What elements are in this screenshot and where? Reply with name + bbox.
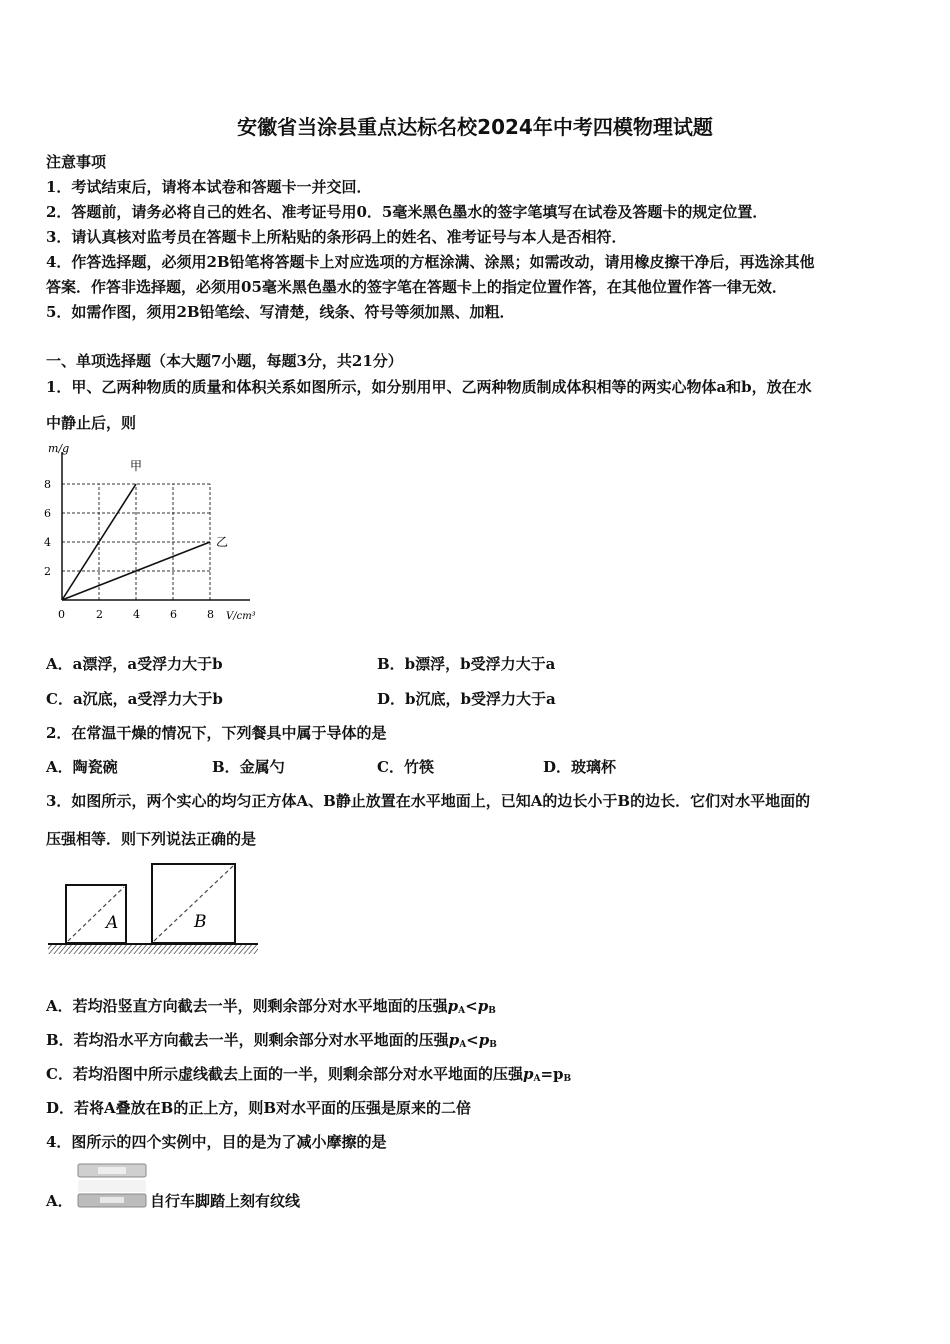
q1-option-c: C．a沉底，a受浮力大于b [46, 690, 223, 708]
notice-item: 1．考试结束后，请将本试卷和答题卡一并交回． [46, 178, 372, 196]
cube-b-label: B [194, 912, 207, 932]
y-tick-label: 8 [44, 478, 51, 491]
q4-stem: 4．图所示的四个实例中，目的是为了减小摩擦的是 [46, 1133, 387, 1151]
y-tick-label: 6 [44, 507, 51, 520]
q2-option-b: B．金属勺 [212, 758, 285, 776]
x-tick-label: 2 [96, 608, 103, 621]
q2-option-a: A．陶瓷碗 [46, 758, 118, 776]
q1-stem-line2: 中静止后，则 [46, 414, 137, 432]
y-tick-label: 4 [44, 536, 51, 549]
y-tick-label: 2 [44, 565, 51, 578]
q2-option-d: D．玻璃杯 [543, 758, 617, 776]
q1-option-a: A．a漂浮，a受浮力大于b [46, 655, 223, 673]
notice-item: 5．如需作图，须用2B铅笔绘、写清楚，线条、符号等须加黑、加粗． [46, 303, 515, 321]
ground-hatch [48, 945, 258, 954]
q1-option-d: D．b沉底，b受浮力大于a [377, 690, 556, 708]
bicycle-pedal-image [76, 1162, 148, 1214]
cube-a-label: A [106, 913, 119, 933]
x-tick-label: 4 [133, 608, 140, 621]
chart-grid [62, 484, 210, 600]
page-title: 安徽省当涂县重点达标名校2024年中考四模物理试题 [237, 115, 713, 139]
q3-option-b: B．若均沿水平方向截去一半，则剩余部分对水平地面的压强$p_A<p_B$ [46, 1031, 497, 1050]
x-axis-label: V/cm³ [226, 611, 256, 622]
notice-heading: 注意事项 [46, 153, 107, 171]
q3-option-d: D．若将A叠放在B的正上方，则B对水平面的压强是原来的二倍 [46, 1099, 472, 1117]
mass-volume-chart [40, 440, 270, 630]
chart-series [62, 459, 228, 600]
series-label: 乙 [216, 535, 229, 549]
q3-stem-line2: 压强相等．则下列说法正确的是 [46, 830, 257, 848]
q1-option-b: B．b漂浮，b受浮力大于a [377, 655, 556, 673]
q4-option-a-text: 自行车脚踏上刻有纹线 [150, 1192, 301, 1210]
q3-option-c: C．若均沿图中所示虚线截去上面的一半，则剩余部分对水平地面的压强$p_A=p_B$ [46, 1065, 572, 1084]
q2-option-c: C．竹筷 [377, 758, 434, 776]
notice-item: 3．请认真核对监考员在答题卡上所粘贴的条形码上的姓名、准考证号与本人是否相符． [46, 228, 627, 246]
q3-stem-line1: 3．如图所示，两个实心的均匀正方体A、B静止放置在水平地面上，已知A的边长小于B的边长．它们对水平地面的 [46, 792, 811, 810]
y-axis-label: m/g [48, 442, 70, 455]
x-tick-label: 0 [58, 608, 65, 621]
series-label: 甲 [130, 459, 143, 473]
q1-stem-line1: 1．甲、乙两种物质的质量和体积关系如图所示，如分别用甲、乙两种物质制成体积相等的两实心物体a和b，放在水 [46, 378, 812, 396]
notice-item: 4．作答选择题，必须用2B铅笔将答题卡上对应选项的方框涂满、涂黑；如需改动，请用橡皮擦干净后，再选涂其他 [46, 253, 815, 271]
q4-option-a-letter: A． [46, 1192, 73, 1210]
q3-option-a: A．若均沿竖直方向截去一半，则剩余部分对水平地面的压强$p_A<p_B$ [46, 997, 496, 1016]
q2-stem: 2．在常温干燥的情况下，下列餐具中属于导体的是 [46, 724, 387, 742]
x-tick-label: 8 [207, 608, 214, 621]
cube-figure [44, 858, 264, 960]
section-heading: 一、单项选择题（本大题7小题，每题3分，共21分） [46, 352, 403, 370]
x-tick-label: 6 [170, 608, 177, 621]
notice-item: 2．答题前，请务必将自己的姓名、准考证号用0．5毫米黑色墨水的签字笔填写在试卷及答题卡的规定位置． [46, 203, 768, 221]
notice-item: 答案．作答非选择题，必须用05毫米黑色墨水的签字笔在答题卡上的指定位置作答，在其他位置作答一律无效． [46, 278, 787, 296]
